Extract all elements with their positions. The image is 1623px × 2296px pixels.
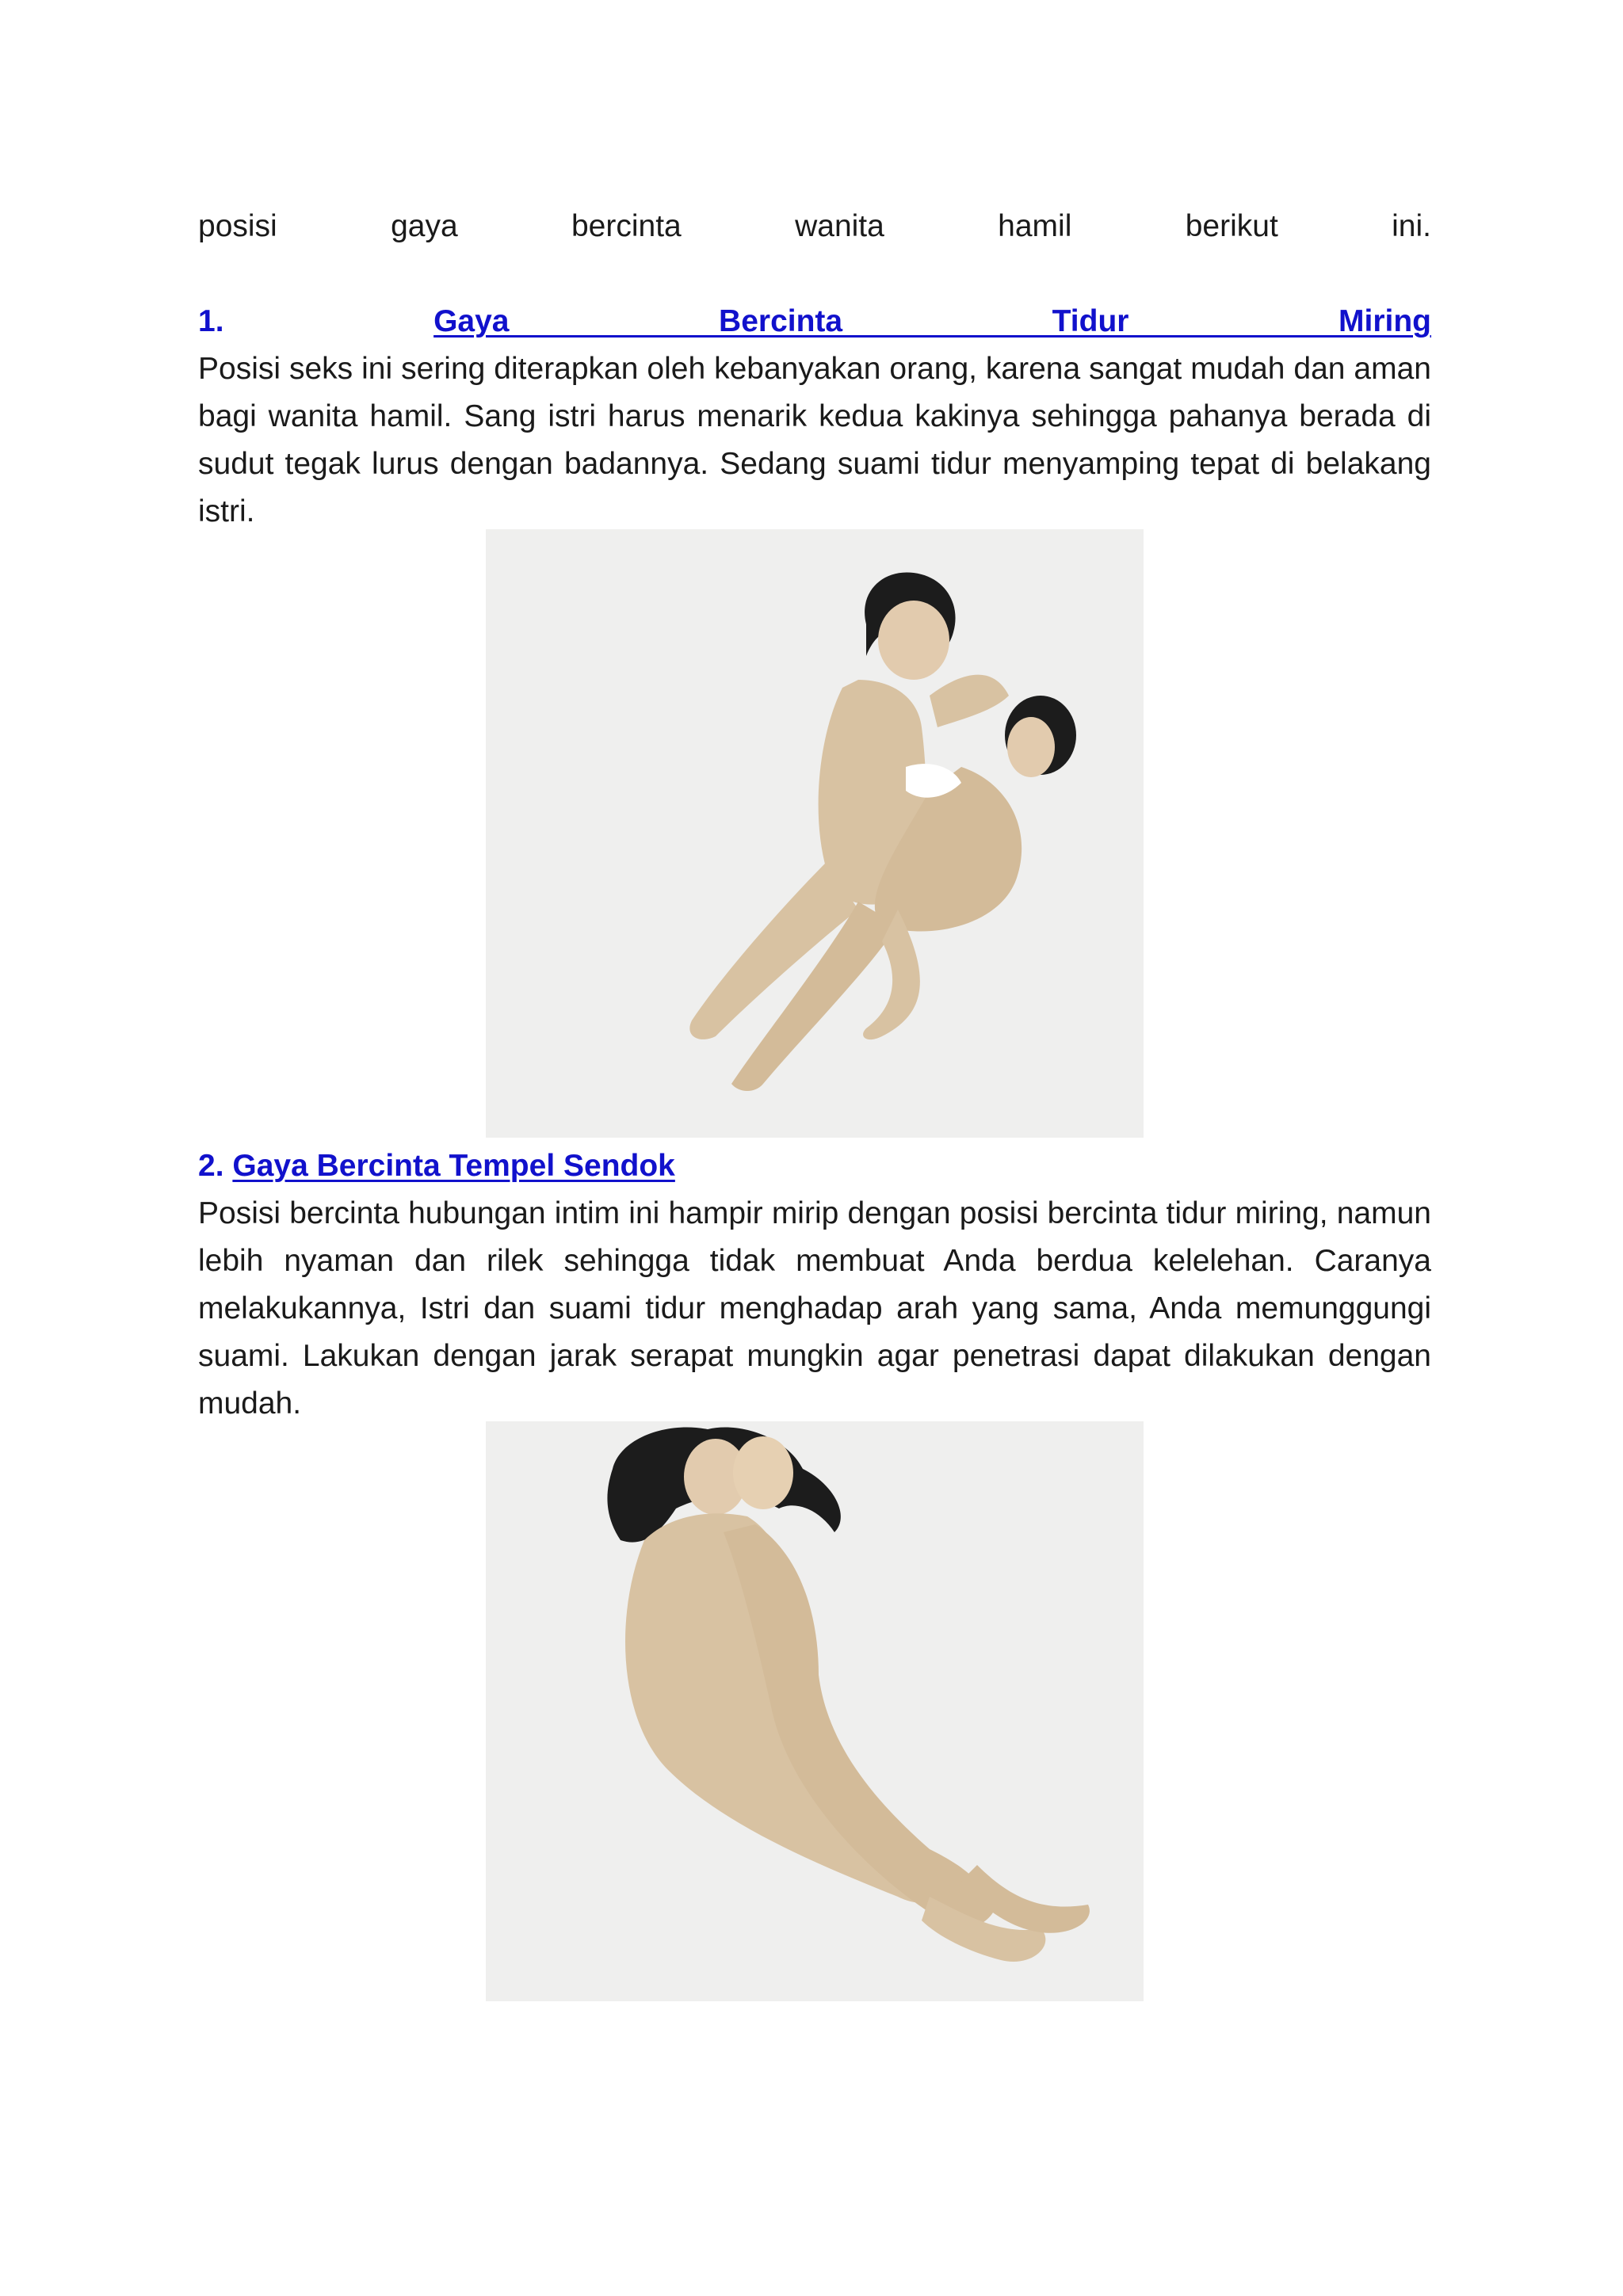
- section-2-title-link[interactable]: Gaya Bercinta Tempel Sendok: [232, 1149, 675, 1183]
- section-1-number: 1.: [198, 304, 224, 338]
- section-2-heading: [198, 1142, 1431, 1190]
- section-1-title-link[interactable]: Gaya Bercinta Tidur Miring: [433, 304, 1431, 338]
- document-page: [198, 0, 1431, 2296]
- section-1-figure: [486, 529, 1144, 1138]
- section-2-number: 2.: [198, 1149, 224, 1183]
- side-lying-illustration: [486, 529, 1144, 1138]
- intro-line: posisi gaya bercinta wanita hamil berikut ini.: [198, 209, 1431, 243]
- section-1-body: Posisi seks ini sering diterapkan oleh kebanyakan orang, karena sangat mudah dan aman bagi wanita hamil. Sang istri harus menarik kedua kakinya sehingga pahanya berada di sudut tegak lurus dengan badannya. Sedang suami tidur menyamping tepat di belakang istri.: [198, 352, 1431, 528]
- spooning-illustration: [486, 1421, 1144, 2001]
- section-2-figure: [486, 1421, 1144, 2001]
- section-2-body: Posisi bercinta hubungan intim ini hampir mirip dengan posisi bercinta tidur miring, namun lebih nyaman dan rilek sehingga tidak membuat Anda berdua kelelehan. Caranya melakukannya, Istri dan suami tidur menghadap arah yang sama, Anda memunggungi suami. Lakukan dengan jarak serapat mungkin agar penetrasi dapat dilakukan dengan mudah.: [198, 1196, 1431, 1421]
- section-1-heading: [198, 298, 1431, 345]
